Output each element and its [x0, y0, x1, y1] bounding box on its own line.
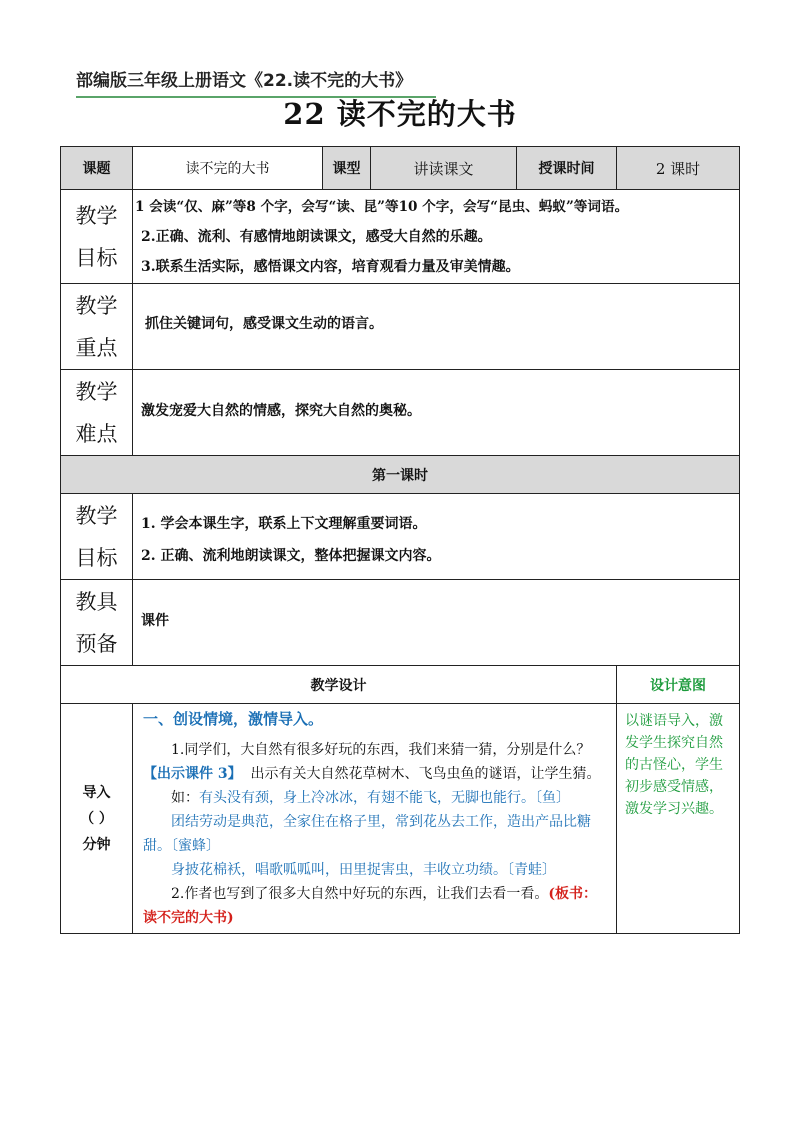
goal-item: 3.联系生活实际，感悟课文内容，培育观看力量及审美情趣。 [141, 259, 520, 275]
lesson-one-heading: 第一课时 [60, 456, 740, 494]
design-heading: 教学设计 [60, 666, 616, 704]
lesson-goal-item: 1. 学会本课生字，联系上下文理解重要词语。 [141, 516, 427, 532]
riddle-1 [143, 786, 610, 810]
tools-content [132, 580, 740, 666]
intro-paragraph-1 [143, 738, 610, 786]
lesson-goals-content [132, 494, 740, 580]
goals-label-line2: 目标 [75, 245, 118, 270]
tools-label [60, 580, 132, 666]
tools-text: 课件 [141, 613, 169, 629]
type-value: 讲读课文 [370, 146, 516, 190]
goal-item: 2.正确、流利、有感情地朗读课文，感受大自然的乐趣。 [141, 229, 492, 245]
lesson-goal-item: 2. 正确、流利地朗读课文，整体把握课文内容。 [141, 548, 441, 564]
topic-label: 课题 [60, 146, 132, 190]
key-points-label-line2: 重点 [75, 335, 118, 360]
riddle-2: 团结劳动是典范，全家住在格子里，常到花丛去工作，造出产品比糖甜。〔蜜蜂〕 [143, 814, 591, 854]
lesson-goals-label-line2: 目标 [75, 545, 118, 570]
goals-label-line1: 教学 [75, 203, 118, 228]
intro-content [132, 704, 616, 934]
key-points-label [60, 284, 132, 370]
time-label: 授课时间 [516, 146, 616, 190]
lesson-goals-label [60, 494, 132, 580]
intro-label [60, 704, 132, 934]
difficulties-text: 激发宠爱大自然的情感，探究大自然的奥秘。 [141, 403, 421, 419]
goals-content [132, 190, 740, 284]
difficulties-label-line2: 难点 [75, 421, 118, 446]
topic-value: 读不完的大书 [132, 146, 322, 190]
intent-heading: 设计意图 [616, 666, 740, 704]
section-title: 一、创设情境，激情导入。 [143, 710, 324, 728]
key-points-label-line1: 教学 [75, 293, 118, 318]
riddle-1-text: 有头没有颈，身上冷冰冰，有翅不能飞，无脚也能行。〔鱼〕 [199, 790, 570, 806]
intro-label-line3: 分钟 [82, 836, 111, 853]
difficulties-content [132, 370, 740, 456]
intro-p1-text-2: 出示有关大自然花草树木、飞鸟虫鱼的谜语， [250, 766, 531, 782]
document-header: 部编版三年级上册语文《22.读不完的大书》 [76, 66, 436, 98]
intro-paragraph-2 [143, 882, 610, 930]
tools-label-line1: 教具 [75, 589, 118, 614]
difficulties-label-line1: 教学 [75, 379, 118, 404]
time-value: 2 课时 [616, 146, 740, 190]
type-label: 课型 [322, 146, 370, 190]
goal-item: 1 会读“仅、麻”等8 个字，会写“读、昆”等10 个字，会写“昆虫、蚂蚁”等词语。 [135, 199, 629, 215]
intro-label-line2: （ ） [80, 810, 113, 827]
intro-design-note: 以谜语导入，激发学生探究自然的古怪心，学生初步感受情感，激发学习兴趣。 [616, 704, 740, 934]
board-note: (板书：读不完的大书) [143, 886, 597, 926]
intro-p2-text: 2.作者也写到了很多大自然中好玩的东西，让我们去看一看。 [171, 886, 549, 902]
riddle-prefix: 如： [171, 790, 199, 806]
riddle-3: 身披花棉袄，唱歌呱呱叫，田里捉害虫，丰收立功绩。〔青蛙〕 [171, 862, 556, 878]
key-points-text: 抓住关键词句，感受课文生动的语言。 [145, 316, 383, 332]
lesson-goals-label-line1: 教学 [75, 503, 118, 528]
difficulties-label [60, 370, 132, 456]
intro-p1-text-3: 让学生猜。 [530, 766, 601, 782]
tools-label-line2: 预备 [75, 631, 118, 656]
page-title: 22 读不完的大书 [283, 97, 517, 131]
courseware-tag: 【出示课件 3】 [143, 766, 242, 782]
intro-p1-text: 1.同学们，大自然有很多好玩的东西，我们来猜一猜，分别是什么？ [171, 742, 591, 758]
intro-label-line1: 导入 [82, 784, 111, 801]
goals-label [60, 190, 132, 284]
key-points-content [132, 284, 740, 370]
